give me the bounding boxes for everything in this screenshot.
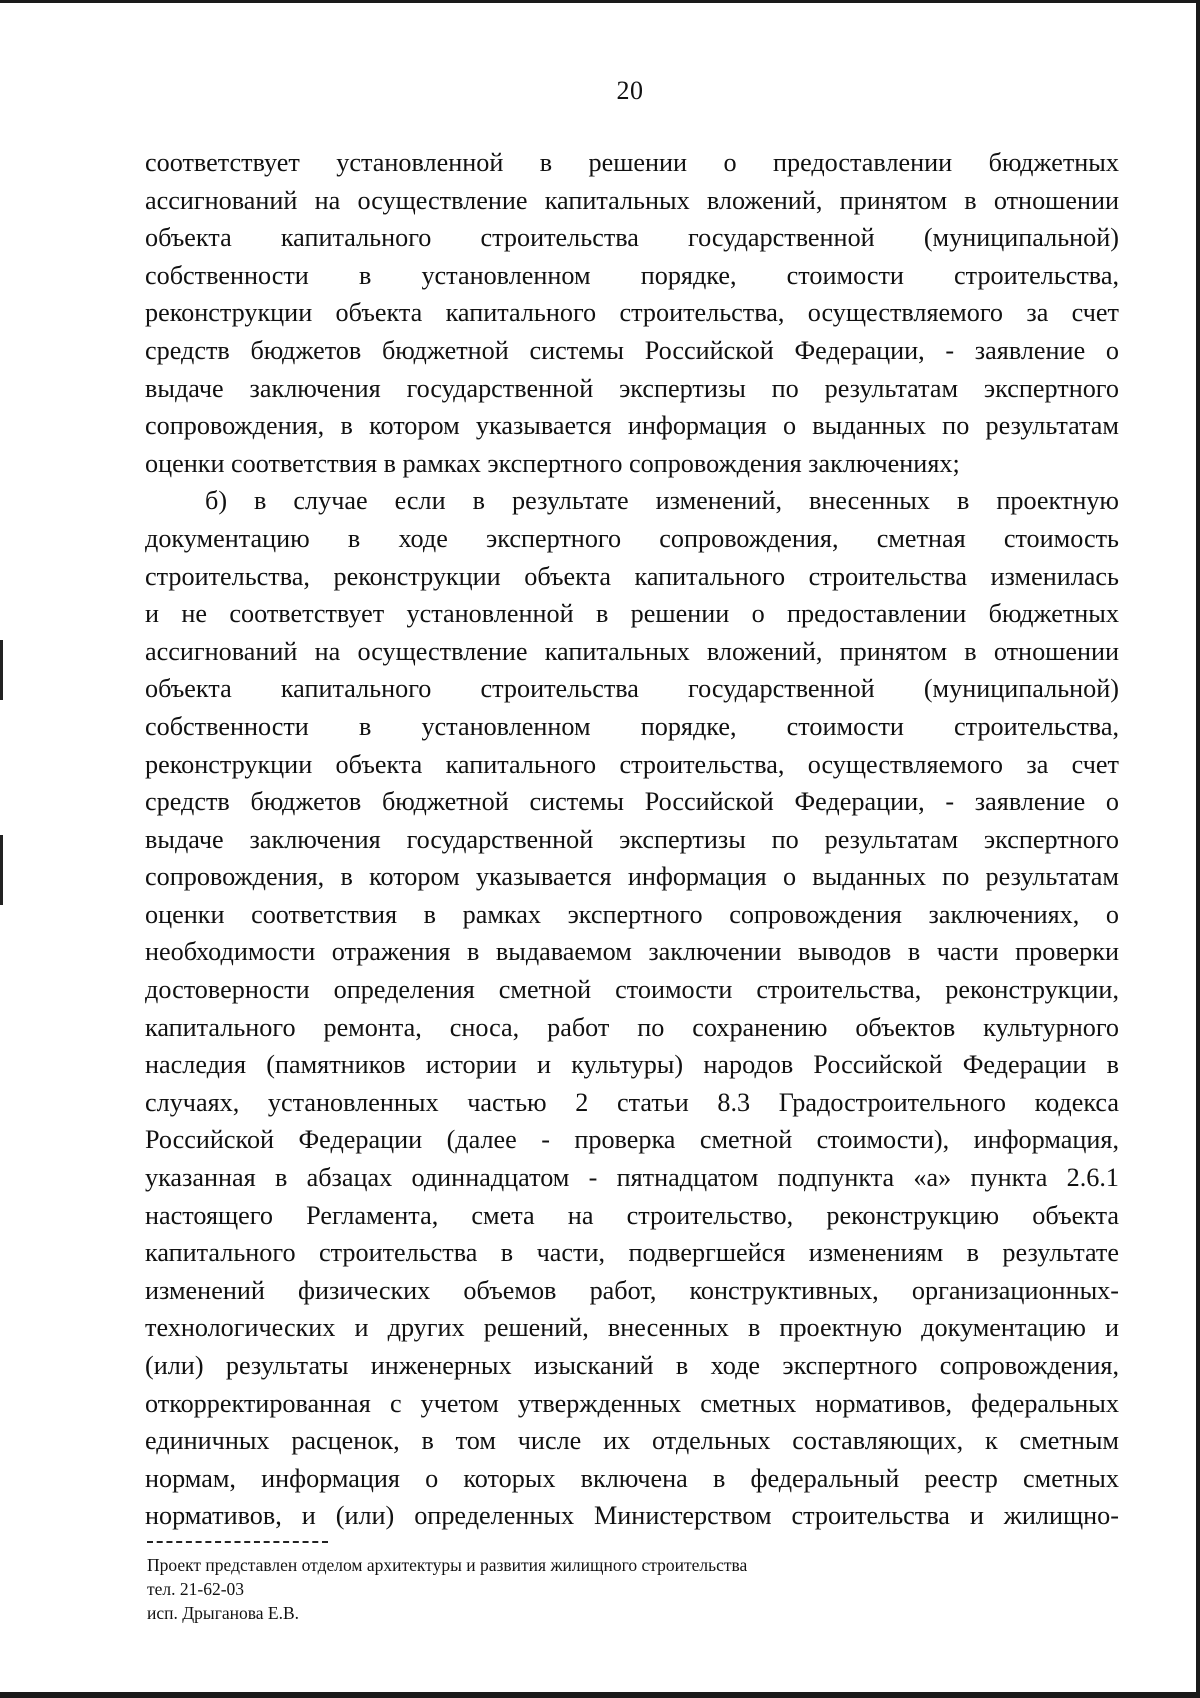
text-line: изменений физических объемов работ, конструктивных, организационных- xyxy=(145,1275,1119,1305)
text-line: указанная в абзацах одиннадцатом - пятнадцатом подпункта «а» пункта 2.6.1 xyxy=(145,1163,1119,1193)
text-line: оценки соответствия в рамках экспертного сопровождения заключениях, о xyxy=(145,899,1119,929)
text-line: нормам, информация о которых включена в федеральный реестр сметных xyxy=(145,1463,1119,1493)
footnote-line: тел. 21-62-03 xyxy=(147,1579,245,1599)
document-body xyxy=(145,144,1119,1535)
footnote-line: исп. Дрыганова Е.В. xyxy=(147,1603,300,1623)
text-line: капитального строительства в части, подвергшейся изменениям в результате xyxy=(145,1238,1119,1268)
paragraph xyxy=(145,144,1119,482)
text-line: нормативов, и (или) определенных Министерством строительства и жилищно- xyxy=(145,1501,1119,1531)
text-line: средств бюджетов бюджетной системы Российской Федерации, - заявление о xyxy=(145,335,1119,365)
text-line: документацию в ходе экспертного сопровождения, сметная стоимость xyxy=(145,523,1119,553)
paragraph xyxy=(145,482,1119,1535)
text-line: выдаче заключения государственной экспертизы по результатам экспертного xyxy=(145,824,1119,854)
text-line: единичных расценок, в том числе их отдельных составляющих, к сметным xyxy=(145,1426,1119,1456)
text-line: и не соответствует установленной в решении о предоставлении бюджетных xyxy=(145,599,1119,629)
text-line: случаях, установленных частью 2 статьи 8.3 Градостроительного кодекса xyxy=(145,1087,1119,1117)
page-number: 20 xyxy=(616,76,644,105)
text-line: собственности в установленном порядке, стоимости строительства, xyxy=(145,711,1119,741)
text-line: выдаче заключения государственной экспертизы по результатам экспертного xyxy=(145,373,1119,403)
text-line: средств бюджетов бюджетной системы Российской Федерации, - заявление о xyxy=(145,787,1119,817)
scan-artifact-mark xyxy=(0,835,3,905)
scan-border-bottom xyxy=(0,1692,1200,1698)
footnote-line: Проект представлен отделом архитектуры и развития жилищного строительства xyxy=(147,1555,748,1575)
text-line: соответствует установленной в решении о предоставлении бюджетных xyxy=(145,148,1119,177)
text-line: откорректированная с учетом утвержденных сметных нормативов, федеральных xyxy=(145,1388,1119,1418)
text-line: реконструкции объекта капитального строительства, осуществляемого за счет xyxy=(145,298,1119,328)
text-line: (или) результаты инженерных изысканий в ходе экспертного сопровождения, xyxy=(145,1351,1119,1380)
text-line: строительства, реконструкции объекта капитального строительства изменилась xyxy=(145,561,1119,591)
scan-border-right xyxy=(1196,0,1200,1698)
text-line: Российской Федерации (далее - проверка сметной стоимости), информация, xyxy=(145,1125,1119,1155)
text-line: необходимости отражения в выдаваемом заключении выводов в части проверки xyxy=(145,937,1119,967)
text-line: собственности в установленном порядке, стоимости строительства, xyxy=(145,260,1119,290)
footnote xyxy=(147,1553,747,1625)
text-line: сопровождения, в котором указывается информация о выданных по результатам xyxy=(145,862,1119,892)
text-line: объекта капитального строительства государственной (муниципальной) xyxy=(145,674,1119,704)
text-line: достоверности определения сметной стоимости строительства, реконструкции, xyxy=(145,975,1119,1005)
text-line: технологических и других решений, внесенных в проектную документацию и xyxy=(145,1313,1119,1343)
text-line: реконструкции объекта капитального строительства, осуществляемого за счет xyxy=(145,749,1119,779)
text-line: наследия (памятников истории и культуры) народов Российской Федерации в xyxy=(145,1050,1119,1080)
text-line: объекта капитального строительства государственной (муниципальной) xyxy=(145,223,1119,253)
text-line: оценки соответствия в рамках экспертного сопровождения заключениях; xyxy=(145,448,960,478)
text-line: сопровождения, в котором указывается информация о выданных по результатам xyxy=(145,411,1119,441)
scan-artifact-mark xyxy=(0,640,3,700)
text-line: ассигнований на осуществление капитальных вложений, принятом в отношении xyxy=(145,636,1119,666)
text-line: ассигнований на осуществление капитальных вложений, принятом в отношении xyxy=(145,185,1119,215)
footnote-separator xyxy=(147,1541,328,1543)
text-line: настоящего Регламента, смета на строительство, реконструкцию объекта xyxy=(145,1200,1119,1230)
text-line: капитального ремонта, сноса, работ по сохранению объектов культурного xyxy=(145,1012,1119,1042)
scan-border-top xyxy=(0,0,1200,3)
text-line: б) в случае если в результате изменений, внесенных в проектную xyxy=(205,486,1119,516)
